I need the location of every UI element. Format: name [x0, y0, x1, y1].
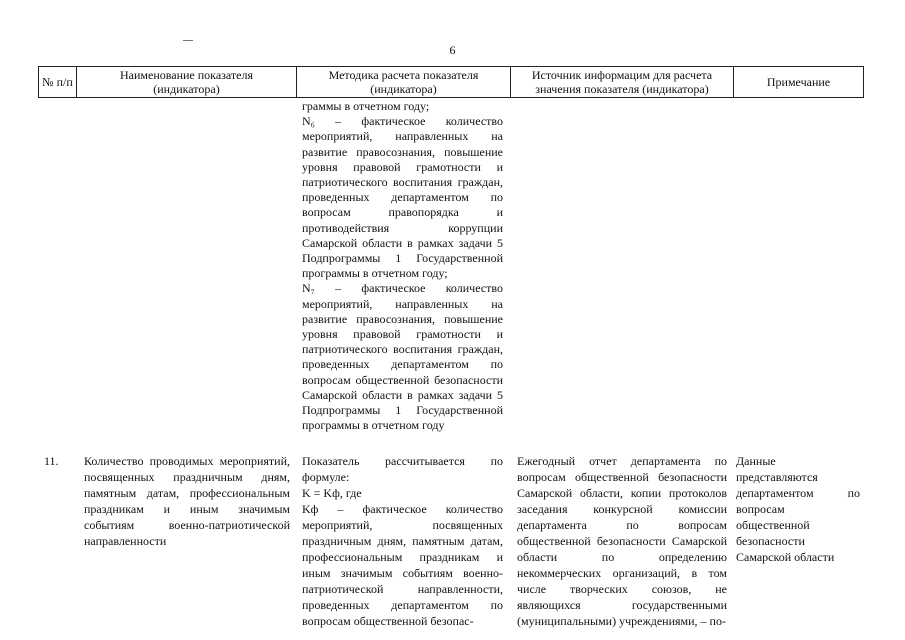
header-source: Источник информацим для расчета значения показателя (индикатора) [531, 68, 713, 96]
scan-mark [183, 40, 193, 41]
table-header [38, 66, 864, 98]
row11-name: Количество проводимых мероприятий, посвященных праздничным дням, памятным датам, профессиональным праздникам и иным значимым событиям военно-патриотической направленности [84, 454, 290, 548]
row11-source: Ежегодный отчет департамента по вопросам общественной безопасности Самарской области, копии протоколов заседания конкурсной комиссии департамента по вопросам общественной безопасности Самарской области по определению некоммерческих организаций, в том числе творческих союзов, не являющихся государственными (муниципальными) учреждениями, – по- [517, 454, 727, 628]
header-name: Наименование показателя (индикатора) [120, 68, 253, 96]
row11-method [302, 453, 503, 629]
row11-note: Данные представляются департаментом по вопросам общественной безопасности Самарской области [736, 454, 860, 564]
method-intro: Показатель рассчитывается по формуле: [302, 454, 503, 484]
row11-num: 11. [44, 454, 59, 468]
page-number: 6 [449, 43, 456, 57]
method-n6: N₆ – фактическое количество мероприятий, направленных на развитие правосознания, повышение уровня правовой грамотности и патриотического воспитания граждан, проведенных департаментом по вопросам правопорядка и противодействия коррупции Самарской области в рамках задачи 5 Подпрограммы 1 Государственной программы в отчетном году; [302, 114, 503, 281]
method-definition: Kф – фактическое количество мероприятий, посвященных праздничным дням, памятным датам, профессиональным праздникам и иным значимым событиям военно-патриотической направленности, проведенных департаментом по вопросам общественной безопас- [302, 502, 503, 628]
method-formula: K = Kф, где [302, 486, 362, 500]
header-method: Методика расчета показателя (индикатора) [328, 68, 479, 96]
method-n7: N₇ – фактическое количество мероприятий, направленных на развитие правосознания, повышение уровня правовой грамотности и патриотического воспитания граждан, проведенных департаментом по вопросам общественной безопасности Самарской области в рамках задачи 5 Подпрограммы 1 Государственной программы в отчетном году [302, 281, 503, 433]
method-line: граммы в отчетном году; [302, 99, 430, 113]
method-continuation [302, 99, 503, 433]
header-num: № п/п [42, 75, 73, 89]
header-note: Примечание [766, 75, 831, 89]
